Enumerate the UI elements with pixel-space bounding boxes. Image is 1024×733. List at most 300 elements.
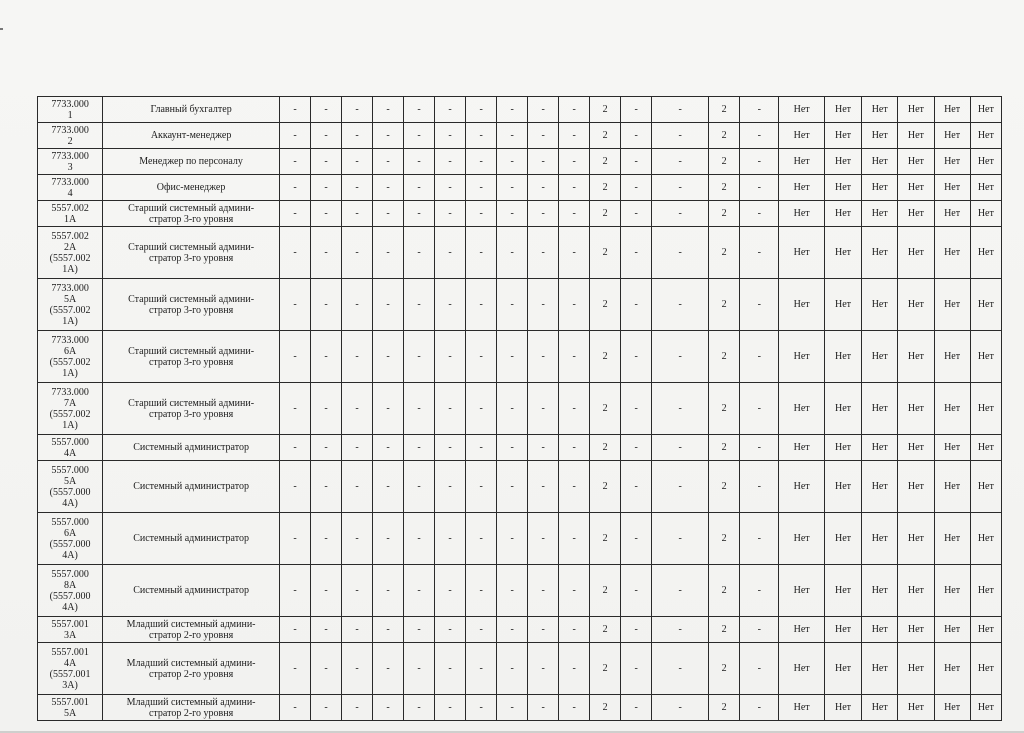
no-cell: Нет xyxy=(898,513,934,565)
no-cell: Нет xyxy=(824,279,861,331)
job-code-line: 4А) xyxy=(62,549,78,561)
no-cell: Нет xyxy=(779,513,825,565)
job-code-cell xyxy=(38,383,103,435)
dash-cell: - xyxy=(466,97,497,123)
class-value-cell: 2 xyxy=(709,565,740,617)
job-title-cell xyxy=(103,513,280,565)
dash-cell: - xyxy=(404,201,435,227)
dash-cell: - xyxy=(373,461,404,513)
table-row xyxy=(38,565,1002,617)
job-code-cell xyxy=(38,435,103,461)
no-cell: Нет xyxy=(862,617,898,643)
dash-cell: - xyxy=(528,331,559,383)
no-cell: Нет xyxy=(779,331,825,383)
dash-cell: - xyxy=(652,383,709,435)
no-cell: Нет xyxy=(779,643,825,695)
dash-cell: - xyxy=(559,201,590,227)
no-cell: Нет xyxy=(970,513,1001,565)
dash-cell: - xyxy=(497,617,528,643)
dash-cell: - xyxy=(466,331,497,383)
dash-cell: - xyxy=(435,279,466,331)
dash-cell: - xyxy=(652,97,709,123)
class-value-cell: 2 xyxy=(590,383,621,435)
class-value-cell: 2 xyxy=(590,461,621,513)
no-cell: Нет xyxy=(934,201,970,227)
job-code-line: 7733.000 xyxy=(51,386,89,398)
dash-cell: - xyxy=(342,383,373,435)
dash-cell: - xyxy=(528,201,559,227)
dash-cell: - xyxy=(280,461,311,513)
no-cell: Нет xyxy=(934,461,970,513)
dash-cell: - xyxy=(528,695,559,721)
table-row xyxy=(38,383,1002,435)
job-code-line: 2А xyxy=(63,241,77,253)
no-cell: Нет xyxy=(862,383,898,435)
dash-cell: - xyxy=(497,565,528,617)
class-value-cell: 2 xyxy=(590,149,621,175)
job-code-line: 4А) xyxy=(62,497,78,509)
class-value-cell: 2 xyxy=(709,227,740,279)
dash-cell: - xyxy=(559,149,590,175)
dash-cell: - xyxy=(280,643,311,695)
dash-cell: - xyxy=(342,695,373,721)
dash-cell: - xyxy=(621,383,652,435)
job-code-line: (5557.000 xyxy=(49,486,91,498)
no-cell: Нет xyxy=(934,123,970,149)
no-cell: Нет xyxy=(934,565,970,617)
table-row xyxy=(38,175,1002,201)
no-cell: Нет xyxy=(934,617,970,643)
dash-cell: - xyxy=(466,149,497,175)
class-value-cell: 2 xyxy=(709,279,740,331)
job-title-line: Офис-менеджер xyxy=(156,182,226,193)
dash-cell: - xyxy=(342,97,373,123)
dash-cell: - xyxy=(559,643,590,695)
dash-cell: - xyxy=(740,123,779,149)
dash-cell: - xyxy=(435,435,466,461)
dash-cell: - xyxy=(404,227,435,279)
no-cell: Нет xyxy=(779,383,825,435)
class-value-cell: 2 xyxy=(590,435,621,461)
job-code-line: 7733.000 xyxy=(51,282,89,294)
no-cell: Нет xyxy=(970,435,1001,461)
dash-cell: - xyxy=(466,695,497,721)
no-cell: Нет xyxy=(779,227,825,279)
dash-cell: - xyxy=(404,695,435,721)
no-cell: Нет xyxy=(779,201,825,227)
no-cell: Нет xyxy=(862,97,898,123)
job-code-line: 1 xyxy=(67,109,73,121)
no-cell: Нет xyxy=(779,565,825,617)
dash-cell: - xyxy=(466,513,497,565)
dash-cell: - xyxy=(621,565,652,617)
dash-cell: - xyxy=(466,175,497,201)
job-code-cell xyxy=(38,279,103,331)
dash-cell: - xyxy=(528,279,559,331)
job-code-line: 1А) xyxy=(62,367,78,379)
job-code-line: 5А xyxy=(63,707,77,719)
dash-cell: - xyxy=(528,461,559,513)
job-code-cell xyxy=(38,643,103,695)
dash-cell: - xyxy=(621,149,652,175)
job-code-line: 1А) xyxy=(62,315,78,327)
job-code-line: 5557.000 xyxy=(51,436,89,448)
job-title-line: Главный бухгалтер xyxy=(150,104,232,115)
dash-cell: - xyxy=(435,201,466,227)
job-title-line: Старший системный админи- xyxy=(128,241,255,253)
no-cell: Нет xyxy=(824,695,861,721)
dash-cell: - xyxy=(497,643,528,695)
job-code-cell xyxy=(38,175,103,201)
no-cell: Нет xyxy=(779,149,825,175)
dash-cell: - xyxy=(497,695,528,721)
dash-cell: - xyxy=(740,435,779,461)
no-cell: Нет xyxy=(862,149,898,175)
no-cell: Нет xyxy=(779,617,825,643)
no-cell: Нет xyxy=(779,695,825,721)
job-code-cell xyxy=(38,513,103,565)
no-cell: Нет xyxy=(934,149,970,175)
job-title-line: Менеджер по персоналу xyxy=(139,156,243,167)
dash-cell: - xyxy=(621,123,652,149)
class-value-cell: 2 xyxy=(709,123,740,149)
dash-cell: - xyxy=(497,149,528,175)
table-row xyxy=(38,123,1002,149)
dash-cell: - xyxy=(435,643,466,695)
class-value-cell: 2 xyxy=(709,513,740,565)
dash-cell: - xyxy=(404,565,435,617)
dash-cell: - xyxy=(652,201,709,227)
table-row xyxy=(38,331,1002,383)
dash-cell: - xyxy=(280,617,311,643)
no-cell: Нет xyxy=(898,331,934,383)
job-code-line: (5557.000 xyxy=(49,590,91,602)
job-code-line: (5557.002 xyxy=(49,252,91,264)
job-code-line: 7733.000 xyxy=(51,150,89,162)
dash-cell: - xyxy=(621,201,652,227)
job-title-line: стратор 2-го уровня xyxy=(148,707,234,719)
job-title-line: Младший системный админи- xyxy=(126,657,256,669)
dash-cell: - xyxy=(559,123,590,149)
dash-cell: - xyxy=(373,279,404,331)
dash-cell: - xyxy=(652,123,709,149)
dash-cell: - xyxy=(621,175,652,201)
job-code-cell xyxy=(38,201,103,227)
job-code-line: 5557.002 xyxy=(51,202,89,214)
dash-cell: - xyxy=(652,695,709,721)
no-cell: Нет xyxy=(779,97,825,123)
dash-cell: - xyxy=(528,227,559,279)
no-cell: Нет xyxy=(779,175,825,201)
no-cell: Нет xyxy=(970,695,1001,721)
job-title-cell xyxy=(103,123,280,149)
no-cell: Нет xyxy=(898,123,934,149)
job-title-line: Старший системный админи- xyxy=(128,397,255,409)
dash-cell: - xyxy=(280,331,311,383)
dash-cell: - xyxy=(342,617,373,643)
dash-cell: - xyxy=(280,227,311,279)
no-cell: Нет xyxy=(898,383,934,435)
job-code-line: 4А xyxy=(63,447,77,459)
table-row xyxy=(38,201,1002,227)
class-value-cell: 2 xyxy=(590,617,621,643)
no-cell: Нет xyxy=(898,97,934,123)
class-value-cell: 2 xyxy=(590,279,621,331)
no-cell: Нет xyxy=(898,227,934,279)
no-cell: Нет xyxy=(824,643,861,695)
no-cell: Нет xyxy=(970,461,1001,513)
dash-cell: - xyxy=(342,175,373,201)
dash-cell: - xyxy=(740,565,779,617)
dash-cell: - xyxy=(311,513,342,565)
dash-cell: - xyxy=(652,565,709,617)
job-title-cell xyxy=(103,227,280,279)
no-cell: Нет xyxy=(824,513,861,565)
no-cell: Нет xyxy=(779,279,825,331)
dash-cell: - xyxy=(652,149,709,175)
dash-cell: - xyxy=(466,123,497,149)
dash-cell: - xyxy=(466,617,497,643)
table-row xyxy=(38,227,1002,279)
dash-cell: - xyxy=(740,97,779,123)
dash-cell: - xyxy=(342,643,373,695)
dash-cell: - xyxy=(373,643,404,695)
dash-cell: - xyxy=(528,617,559,643)
working-conditions-table xyxy=(37,96,1002,721)
dash-cell: - xyxy=(280,695,311,721)
dash-cell: - xyxy=(373,565,404,617)
no-cell: Нет xyxy=(970,227,1001,279)
job-code-line: 5557.000 xyxy=(51,568,89,580)
class-value-cell: 2 xyxy=(709,201,740,227)
job-code-cell xyxy=(38,123,103,149)
dash-cell: - xyxy=(559,565,590,617)
dash-cell: - xyxy=(280,435,311,461)
dash-cell: - xyxy=(404,149,435,175)
dash-cell: - xyxy=(652,279,709,331)
class-value-cell: 2 xyxy=(590,565,621,617)
dash-cell: - xyxy=(559,461,590,513)
no-cell: Нет xyxy=(779,435,825,461)
job-code-line: 4 xyxy=(67,187,73,199)
dash-cell: - xyxy=(466,201,497,227)
no-cell: Нет xyxy=(898,201,934,227)
no-cell: Нет xyxy=(862,435,898,461)
class-value-cell: 2 xyxy=(709,331,740,383)
dash-cell: - xyxy=(652,227,709,279)
dash-cell: - xyxy=(311,695,342,721)
dash-cell: - xyxy=(311,201,342,227)
class-value-cell: 2 xyxy=(709,175,740,201)
dash-cell: - xyxy=(497,513,528,565)
no-cell: Нет xyxy=(862,123,898,149)
job-title-line: Младший системный админи- xyxy=(126,696,256,708)
no-cell: Нет xyxy=(934,383,970,435)
job-title-cell xyxy=(103,149,280,175)
job-title-line: стратор 2-го уровня xyxy=(148,629,234,641)
job-title-line: Старший системный админи- xyxy=(128,202,255,214)
dash-cell: - xyxy=(435,383,466,435)
job-code-cell xyxy=(38,617,103,643)
dash-cell: - xyxy=(404,643,435,695)
no-cell: Нет xyxy=(898,175,934,201)
no-cell: Нет xyxy=(970,201,1001,227)
dash-cell: - xyxy=(342,565,373,617)
job-title-cell xyxy=(103,97,280,123)
dash-cell: - xyxy=(740,331,779,383)
dash-cell: - xyxy=(559,695,590,721)
class-value-cell: 2 xyxy=(709,435,740,461)
job-title-cell xyxy=(103,643,280,695)
dash-cell: - xyxy=(466,227,497,279)
table-row xyxy=(38,513,1002,565)
dash-cell: - xyxy=(740,513,779,565)
dash-cell: - xyxy=(497,331,528,383)
dash-cell: - xyxy=(466,643,497,695)
dash-cell: - xyxy=(740,149,779,175)
dash-cell: - xyxy=(497,123,528,149)
no-cell: Нет xyxy=(898,643,934,695)
dash-cell: - xyxy=(342,149,373,175)
job-code-line: 6А xyxy=(63,527,77,539)
dash-cell: - xyxy=(342,201,373,227)
dash-cell: - xyxy=(497,201,528,227)
job-title-cell xyxy=(103,279,280,331)
job-title-cell xyxy=(103,695,280,721)
dash-cell: - xyxy=(311,331,342,383)
dash-cell: - xyxy=(528,643,559,695)
job-code-line: 1А xyxy=(63,213,77,225)
dash-cell: - xyxy=(497,461,528,513)
job-code-line: 3 xyxy=(67,161,73,173)
no-cell: Нет xyxy=(934,513,970,565)
dash-cell: - xyxy=(311,279,342,331)
no-cell: Нет xyxy=(970,123,1001,149)
dash-cell: - xyxy=(652,513,709,565)
dash-cell: - xyxy=(559,97,590,123)
dash-cell: - xyxy=(435,617,466,643)
job-code-line: (5557.002 xyxy=(49,356,91,368)
table-row xyxy=(38,461,1002,513)
job-title-line: Системный администратор xyxy=(133,533,249,544)
no-cell: Нет xyxy=(862,695,898,721)
job-title-cell xyxy=(103,435,280,461)
job-code-line: 7733.000 xyxy=(51,98,89,110)
dash-cell: - xyxy=(559,617,590,643)
dash-cell: - xyxy=(652,435,709,461)
job-code-line: (5557.000 xyxy=(49,538,91,550)
job-code-line: 7733.000 xyxy=(51,334,89,346)
dash-cell: - xyxy=(435,149,466,175)
no-cell: Нет xyxy=(970,175,1001,201)
no-cell: Нет xyxy=(862,201,898,227)
no-cell: Нет xyxy=(970,149,1001,175)
no-cell: Нет xyxy=(934,695,970,721)
dash-cell: - xyxy=(528,123,559,149)
dash-cell: - xyxy=(311,461,342,513)
dash-cell: - xyxy=(528,383,559,435)
dash-cell: - xyxy=(435,175,466,201)
dash-cell: - xyxy=(311,149,342,175)
dash-cell: - xyxy=(311,227,342,279)
job-title-line: Старший системный админи- xyxy=(128,293,255,305)
job-code-cell xyxy=(38,331,103,383)
dash-cell: - xyxy=(373,97,404,123)
job-code-line: 5557.002 xyxy=(51,230,89,242)
no-cell: Нет xyxy=(898,149,934,175)
dash-cell: - xyxy=(373,435,404,461)
dash-cell: - xyxy=(466,461,497,513)
no-cell: Нет xyxy=(934,175,970,201)
no-cell: Нет xyxy=(898,279,934,331)
job-code-line: 2 xyxy=(67,135,73,147)
dash-cell: - xyxy=(740,695,779,721)
dash-cell: - xyxy=(435,695,466,721)
dash-cell: - xyxy=(497,175,528,201)
job-code-line: 5557.000 xyxy=(51,464,89,476)
dash-cell: - xyxy=(559,279,590,331)
no-cell: Нет xyxy=(970,565,1001,617)
dash-cell: - xyxy=(311,565,342,617)
dash-cell: - xyxy=(435,513,466,565)
dash-cell: - xyxy=(404,175,435,201)
margin-mark xyxy=(0,28,3,30)
dash-cell: - xyxy=(373,201,404,227)
job-title-line: Системный администратор xyxy=(133,585,249,596)
table-row xyxy=(38,97,1002,123)
dash-cell: - xyxy=(404,123,435,149)
no-cell: Нет xyxy=(934,643,970,695)
dash-cell: - xyxy=(466,435,497,461)
job-title-line: стратор 3-го уровня xyxy=(148,304,234,316)
no-cell: Нет xyxy=(970,97,1001,123)
dash-cell: - xyxy=(435,97,466,123)
class-value-cell: 2 xyxy=(590,123,621,149)
job-title-line: Младший системный админи- xyxy=(126,618,256,630)
dash-cell: - xyxy=(280,279,311,331)
dash-cell: - xyxy=(311,97,342,123)
no-cell: Нет xyxy=(898,435,934,461)
no-cell: Нет xyxy=(824,123,861,149)
dash-cell: - xyxy=(621,435,652,461)
class-value-cell: 2 xyxy=(590,97,621,123)
dash-cell: - xyxy=(435,565,466,617)
job-code-line: 7733.000 xyxy=(51,176,89,188)
dash-cell: - xyxy=(373,149,404,175)
dash-cell: - xyxy=(740,383,779,435)
dash-cell: - xyxy=(740,227,779,279)
dash-cell: - xyxy=(559,383,590,435)
table-row xyxy=(38,617,1002,643)
class-value-cell: 2 xyxy=(590,513,621,565)
job-title-cell xyxy=(103,331,280,383)
dash-cell: - xyxy=(373,331,404,383)
dash-cell: - xyxy=(497,435,528,461)
dash-cell: - xyxy=(466,279,497,331)
no-cell: Нет xyxy=(970,331,1001,383)
dash-cell: - xyxy=(342,227,373,279)
dash-cell: - xyxy=(621,461,652,513)
dash-cell: - xyxy=(373,695,404,721)
job-code-line: 1А) xyxy=(62,419,78,431)
dash-cell: - xyxy=(466,383,497,435)
no-cell: Нет xyxy=(824,435,861,461)
dash-cell: - xyxy=(311,435,342,461)
dash-cell: - xyxy=(528,565,559,617)
job-code-line: 5557.001 xyxy=(51,618,89,630)
job-title-line: стратор 2-го уровня xyxy=(148,668,234,680)
dash-cell: - xyxy=(621,617,652,643)
